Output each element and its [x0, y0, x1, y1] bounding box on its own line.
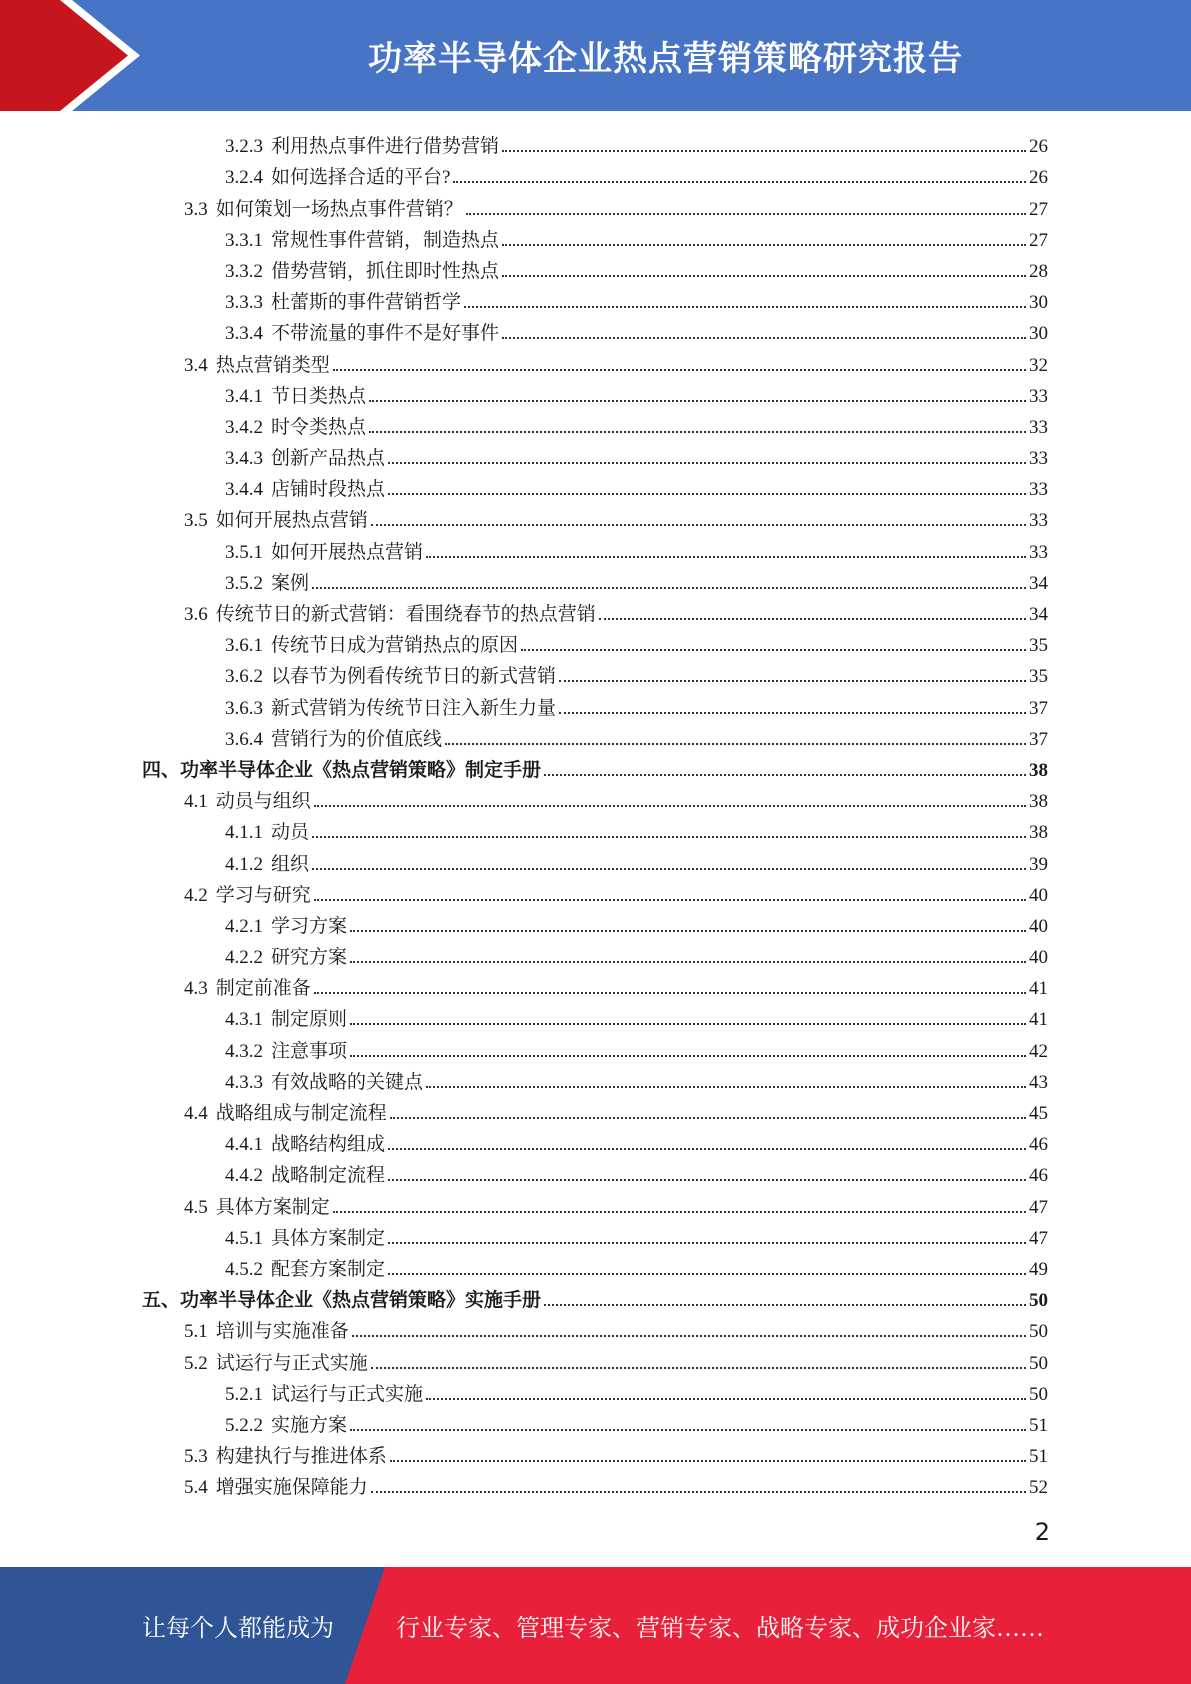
toc-dot-leader [314, 805, 1026, 807]
toc-entry[interactable] [142, 345, 1048, 376]
toc-entry-number: 5.2.1 [225, 1383, 263, 1405]
toc-entry-title: 如何开展热点营销 [215, 510, 368, 532]
toc-dot-leader [388, 462, 1026, 464]
toc-entry-page: 32 [1029, 354, 1048, 376]
toc-entry[interactable] [142, 688, 1048, 719]
toc-entry-title: 五、功率半导体企业《热点营销策略》实施手册 [142, 1290, 542, 1312]
toc-entry[interactable] [142, 189, 1048, 220]
toc-entry-title: 如何策划一场热点事件营销？ [215, 198, 463, 220]
toc-entry-title: 案例 [271, 572, 310, 594]
toc-entry-number: 4.5.2 [225, 1258, 263, 1280]
toc-dot-leader [426, 1398, 1026, 1400]
toc-entry-title: 新式营销为传统节日注入新生力量 [271, 697, 557, 719]
toc-entry-page: 33 [1029, 385, 1048, 407]
toc-dot-leader [453, 181, 1026, 183]
toc-dot-leader [350, 1429, 1026, 1431]
toc-entry-number: 3.3.1 [225, 229, 263, 251]
toc-dot-leader [369, 431, 1026, 433]
toc-entry[interactable] [142, 626, 1048, 657]
toc-entry[interactable] [142, 595, 1048, 626]
toc-entry-number: 3.4.4 [225, 479, 263, 501]
toc-entry[interactable] [142, 314, 1048, 345]
toc-entry-title: 动员与组织 [215, 791, 311, 813]
toc-entry-page: 47 [1029, 1227, 1048, 1249]
toc-entry-number: 3.4.3 [225, 448, 263, 470]
toc-entry[interactable] [142, 252, 1048, 283]
toc-entry-page: 39 [1029, 853, 1048, 875]
toc-dot-leader [371, 1367, 1026, 1369]
toc-entry[interactable] [142, 377, 1048, 408]
toc-entry-title: 时令类热点 [271, 416, 367, 438]
toc-entry-page: 26 [1029, 136, 1048, 158]
toc-entry-page: 33 [1029, 416, 1048, 438]
toc-entry[interactable] [142, 813, 1048, 844]
toc-entry-page: 33 [1029, 448, 1048, 470]
toc-entry-page: 26 [1029, 167, 1048, 189]
toc-entry-title: 配套方案制定 [271, 1258, 386, 1280]
toc-entry-title: 借势营销，抓住即时性热点 [271, 260, 500, 282]
toc-entry-title: 热点营销类型 [215, 354, 330, 376]
toc-entry-page: 33 [1029, 541, 1048, 563]
toc-dot-leader [333, 1211, 1026, 1213]
toc-entry-page: 35 [1029, 666, 1048, 688]
toc-entry-number: 3.4.1 [225, 385, 263, 407]
toc-entry-title: 注意事项 [271, 1040, 348, 1062]
toc-entry-title: 增强实施保障能力 [215, 1477, 368, 1499]
toc-entry-title: 传统节日的新式营销：看围绕春节的热点营销 [215, 604, 596, 625]
toc-entry-title: 组织 [271, 853, 310, 875]
toc-entry-title: 如何开展热点营销 [271, 541, 424, 563]
toc-entry[interactable] [142, 1000, 1048, 1031]
toc-entry[interactable] [142, 1125, 1048, 1156]
toc-entry-number: 4.2 [184, 884, 208, 906]
toc-entry-number: 5.2 [184, 1352, 208, 1374]
toc-entry[interactable] [142, 439, 1048, 470]
toc-dot-leader [388, 1148, 1026, 1150]
toc-entry-number: 4.3.2 [225, 1040, 263, 1062]
toc-entry-title: 不带流量的事件不是好事件 [271, 323, 500, 345]
toc-entry-title: 如何选择合适的平台? [271, 167, 451, 189]
toc-dot-leader [502, 244, 1026, 246]
toc-entry[interactable] [142, 720, 1048, 751]
toc-dot-leader [388, 493, 1026, 495]
toc-entry-title: 传统节日成为营销热点的原因 [271, 635, 519, 657]
toc-entry-title: 制定原则 [271, 1009, 348, 1031]
toc-entry-number: 3.4.2 [225, 416, 263, 438]
toc-dot-leader [312, 587, 1026, 589]
toc-dot-leader [502, 150, 1026, 152]
toc-entry-page: 51 [1029, 1446, 1048, 1468]
toc-dot-leader [312, 836, 1026, 838]
toc-entry[interactable] [142, 1187, 1048, 1218]
toc-dot-leader [314, 992, 1026, 994]
toc-entry-page: 41 [1029, 1009, 1048, 1031]
toc-entry-page: 37 [1029, 697, 1048, 719]
toc-dot-leader [350, 930, 1026, 932]
toc-entry-title: 创新产品热点 [271, 448, 386, 470]
toc-entry-page: 46 [1029, 1134, 1048, 1156]
toc-entry-title: 四、功率半导体企业《热点营销策略》制定手册 [142, 759, 542, 781]
toc-entry-number: 5.2.2 [225, 1414, 263, 1436]
toc-dot-leader [371, 524, 1026, 526]
toc-dot-leader [426, 556, 1026, 558]
toc-entry-number: 4.3 [184, 978, 208, 1000]
toc-entry-page: 34 [1029, 572, 1048, 594]
toc-entry-number: 4.1.2 [225, 853, 263, 875]
toc-entry[interactable] [142, 127, 1048, 158]
toc-entry-title: 利用热点事件进行借势营销 [271, 136, 500, 158]
toc-entry-title: 店铺时段热点 [271, 479, 386, 501]
toc-entry-page: 33 [1029, 479, 1048, 501]
toc-entry-number: 4.3.3 [225, 1071, 263, 1093]
toc-entry-title: 制定前准备 [215, 978, 311, 1000]
page-footer [0, 1567, 1191, 1684]
toc-entry-page: 35 [1029, 635, 1048, 657]
toc-entry-page: 30 [1029, 292, 1048, 314]
toc-entry[interactable] [142, 1406, 1048, 1437]
toc-entry-number: 3.3 [184, 198, 208, 220]
toc-entry[interactable] [142, 657, 1048, 688]
toc-entry-title: 学习与研究 [215, 884, 311, 906]
toc-entry[interactable] [142, 408, 1048, 439]
toc-entry[interactable] [142, 844, 1048, 875]
toc-entry-title: 构建执行与推进体系 [215, 1446, 387, 1468]
toc-entry[interactable] [142, 1156, 1048, 1187]
toc-entry[interactable] [142, 1312, 1048, 1343]
toc-dot-leader [544, 1304, 1026, 1306]
toc-entry-page: 40 [1029, 947, 1048, 969]
toc-dot-leader [350, 961, 1026, 963]
toc-dot-leader [426, 1086, 1026, 1088]
toc-entry-page: 41 [1029, 978, 1048, 1000]
toc-entry-page: 40 [1029, 915, 1048, 937]
toc-entry-page: 42 [1029, 1040, 1048, 1062]
toc-entry-number: 4.4.2 [225, 1165, 263, 1187]
toc-dot-leader [521, 649, 1026, 651]
toc-entry[interactable] [142, 532, 1048, 563]
toc-entry-page: 43 [1029, 1071, 1048, 1093]
toc-dot-leader [599, 618, 1026, 620]
toc-dot-leader [559, 712, 1026, 714]
toc-entry[interactable] [142, 969, 1048, 1000]
toc-entry-title: 动员 [271, 822, 310, 844]
toc-entry-title: 培训与实施准备 [215, 1321, 349, 1343]
toc-entry-number: 4.4 [184, 1103, 208, 1124]
toc-entry[interactable] [142, 1281, 1048, 1312]
toc-entry[interactable] [142, 1063, 1048, 1094]
toc-entry-title: 节日类热点 [271, 385, 367, 407]
page-number: 2 [1034, 1518, 1050, 1546]
toc-entry-title: 常规性事件营销，制造热点 [271, 229, 500, 251]
toc-entry-number: 3.3.3 [225, 292, 263, 314]
toc-entry-page: 47 [1029, 1196, 1048, 1218]
toc-dot-leader [352, 1335, 1026, 1337]
toc-entry-number: 3.6.4 [225, 728, 263, 750]
toc-entry-page: 37 [1029, 728, 1048, 750]
toc-entry-title: 战略结构组成 [271, 1134, 386, 1156]
toc-dot-leader [466, 213, 1026, 215]
toc-dot-leader [312, 868, 1026, 870]
toc-entry[interactable] [142, 283, 1048, 314]
toc-entry[interactable] [142, 1219, 1048, 1250]
toc-dot-leader [559, 680, 1026, 682]
header-arrow-decoration [0, 0, 160, 111]
toc-entry-page: 38 [1029, 822, 1048, 844]
toc-entry[interactable] [142, 1094, 1048, 1125]
toc-entry[interactable] [142, 907, 1048, 938]
toc-entry-title: 杜蕾斯的事件营销哲学 [271, 292, 462, 314]
page-header [0, 0, 1191, 111]
toc-entry-title: 试运行与正式实施 [271, 1383, 424, 1405]
toc-entry[interactable] [142, 1437, 1048, 1468]
toc-dot-leader [369, 400, 1026, 402]
toc-entry[interactable] [142, 1250, 1048, 1281]
toc-dot-leader [390, 1117, 1026, 1119]
toc-dot-leader [350, 1023, 1026, 1025]
toc-entry-number: 4.2.2 [225, 947, 263, 969]
toc-entry-page: 52 [1029, 1477, 1048, 1499]
toc-entry-title: 以春节为例看传统节日的新式营销 [271, 666, 557, 688]
toc-entry-number: 3.3.4 [225, 323, 263, 345]
footer-slogan-left: 让每个人都能成为 [142, 1616, 334, 1642]
toc-entry-page: 50 [1029, 1383, 1048, 1405]
toc-entry-page: 27 [1029, 198, 1048, 220]
toc-entry-number: 4.5 [184, 1196, 208, 1218]
toc-entry[interactable] [142, 1343, 1048, 1374]
toc-entry-title: 试运行与正式实施 [215, 1352, 368, 1374]
toc-entry[interactable] [142, 751, 1048, 782]
toc-entry[interactable] [142, 470, 1048, 501]
toc-dot-leader [390, 1460, 1026, 1462]
toc-entry-page: 50 [1029, 1290, 1048, 1312]
toc-entry-title: 学习方案 [271, 915, 348, 937]
toc-entry[interactable] [142, 501, 1048, 532]
toc-entry-page: 49 [1029, 1258, 1048, 1280]
toc-dot-leader [388, 1179, 1026, 1181]
toc-entry-title: 营销行为的价值底线 [271, 728, 443, 750]
toc-entry-number: 5.1 [184, 1321, 208, 1343]
toc-entry-page: 51 [1029, 1414, 1048, 1436]
toc-entry-page: 38 [1029, 759, 1048, 781]
toc-entry-page: 38 [1029, 791, 1048, 813]
toc-entry[interactable] [142, 1468, 1048, 1499]
toc-entry-number: 3.2.3 [225, 136, 263, 158]
toc-entry-number: 3.4 [184, 354, 208, 376]
toc-entry-number: 4.1.1 [225, 822, 263, 844]
toc-entry-title: 具体方案制定 [271, 1227, 386, 1249]
toc-dot-leader [388, 1273, 1026, 1275]
toc-entry-number: 3.5 [184, 510, 208, 532]
toc-entry-number: 5.4 [184, 1477, 208, 1499]
toc-dot-leader [445, 743, 1026, 745]
toc-entry[interactable] [142, 221, 1048, 252]
toc-dot-leader [502, 275, 1026, 277]
toc-dot-leader [314, 899, 1026, 901]
toc-entry-number: 4.1 [184, 791, 208, 813]
footer-slogan-right: 行业专家、管理专家、营销专家、战略专家、成功企业家…… [396, 1616, 1044, 1642]
toc-dot-leader [464, 306, 1026, 308]
toc-entry-number: 3.6.2 [225, 666, 263, 688]
toc-entry-title: 战略制定流程 [271, 1165, 386, 1187]
toc-entry-number: 4.4.1 [225, 1134, 263, 1156]
toc-entry-page: 50 [1029, 1352, 1048, 1374]
toc-entry-page: 27 [1029, 229, 1048, 251]
toc-dot-leader [544, 774, 1026, 776]
toc-entry-number: 3.5.1 [225, 541, 263, 563]
toc-dot-leader [350, 1055, 1026, 1057]
toc-entry-page: 50 [1029, 1321, 1048, 1343]
toc-dot-leader [371, 1491, 1026, 1493]
toc-entry-page: 46 [1029, 1165, 1048, 1187]
toc-entry-page: 45 [1029, 1103, 1048, 1124]
toc-entry-page: 28 [1029, 260, 1048, 282]
toc-entry-number: 4.5.1 [225, 1227, 263, 1249]
toc-entry[interactable] [142, 876, 1048, 907]
document-title: 功率半导体企业热点营销策略研究报告 [368, 39, 963, 79]
toc-entry-number: 3.6.3 [225, 697, 263, 719]
toc-entry-number: 5.3 [184, 1446, 208, 1468]
toc-entry-page: 34 [1029, 604, 1048, 625]
toc-entry[interactable] [142, 158, 1048, 189]
toc-entry-number: 3.6.1 [225, 635, 263, 657]
toc-entry-title: 研究方案 [271, 947, 348, 969]
toc-entry-title: 战略组成与制定流程 [215, 1103, 387, 1124]
toc-entry-title: 有效战略的关键点 [271, 1071, 424, 1093]
toc-entry-page: 30 [1029, 323, 1048, 345]
toc-entry-number: 4.3.1 [225, 1009, 263, 1031]
toc-entry-page: 40 [1029, 884, 1048, 906]
toc-entry-number: 4.2.1 [225, 915, 263, 937]
toc-entry[interactable] [142, 564, 1048, 595]
toc-entry-number: 3.5.2 [225, 572, 263, 594]
toc-entry[interactable] [142, 1375, 1048, 1406]
toc-dot-leader [333, 369, 1026, 371]
toc-entry[interactable] [142, 1031, 1048, 1062]
toc-entry[interactable] [142, 782, 1048, 813]
toc-entry-number: 3.6 [184, 604, 208, 625]
toc-entry-number: 3.3.2 [225, 260, 263, 282]
toc-entry-title: 实施方案 [271, 1414, 348, 1436]
toc-entry-page: 33 [1029, 510, 1048, 532]
toc-entry-number: 3.2.4 [225, 167, 263, 189]
toc-entry[interactable] [142, 938, 1048, 969]
toc-dot-leader [388, 1242, 1026, 1244]
table-of-contents [142, 127, 1048, 1499]
toc-entry-title: 具体方案制定 [215, 1196, 330, 1218]
toc-dot-leader [502, 337, 1026, 339]
